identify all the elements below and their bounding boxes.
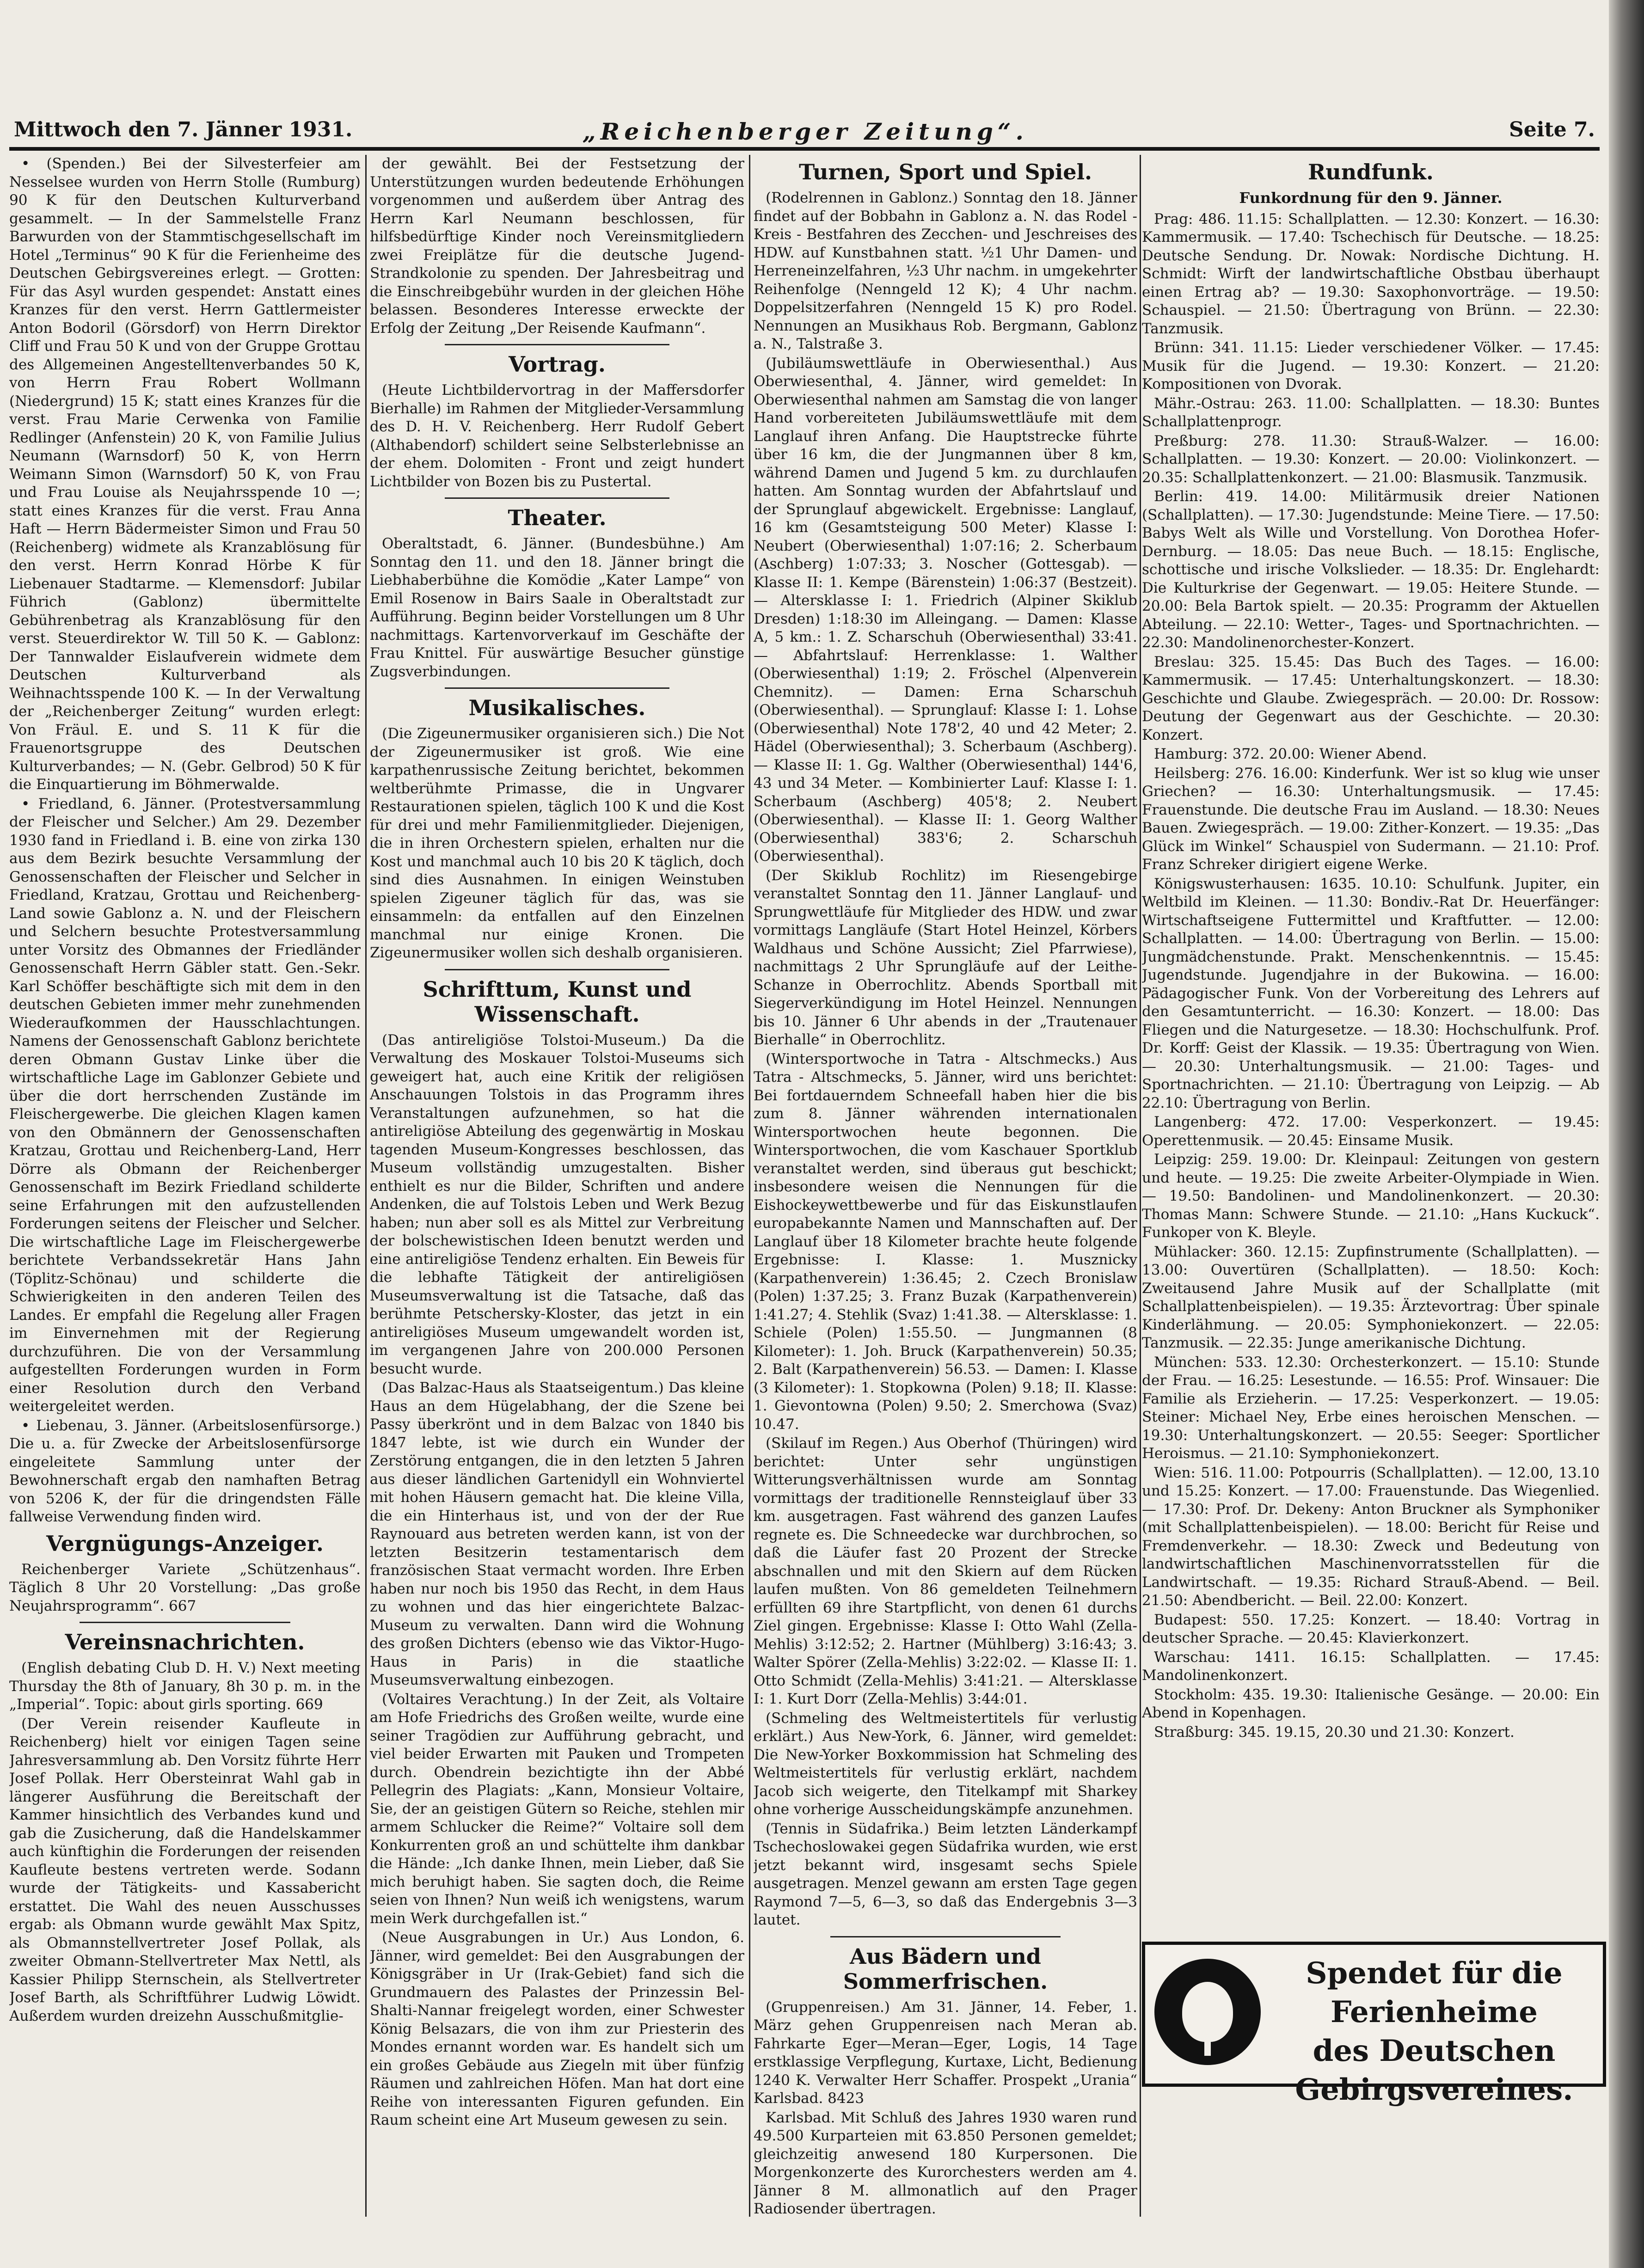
radio-muehlacker: Mühlacker: 360. 12.15: Zupfinstrumente (Schallplatten). — 13.00: Ouvertüren (Schallplatten). — 18.50: Koch: Zweitausend Jahre Musik auf der Schallplatte (mit Schallplattenbeispielen). — 19.35: Ärztevortrag: Über spinale Kinderlähmung. — 20.05: Symphoniekonzert. — 22.05: Tanzmusik. — 22.35: Junge amerikanische Dichtung. xyxy=(1142,1243,1600,1351)
radio-stockholm: Stockholm: 435. 19.30: Italienische Gesänge. — 20.00: Ein Abend in Kopenhagen. xyxy=(1142,1686,1600,1721)
article-tatra: (Wintersportwoche in Tatra - Altschmecks.) Aus Tatra - Altschmecks, 5. Jänner, wird uns berichtet: Bei fortdauerndem Schneefall haben hier die bis zum 8. Jänner währenden internationalen Wintersportwochen heute begonnen. Die Wintersportwochen, die vom Kaschauer Sportklub veranstaltet werden, sind überaus gut beschickt; insbesondere weisen die Nennungen für die Eishockeywettbewerbe und für das Eiskunstlaufen europabekannte Namen und Mannschaften auf. Der Langlauf über 18 Kilometer brachte heute folgende Ergebnisse: I. Klasse: 1. Musznicky (Karpathenverein) 1:36.45; 2. Czech Bronislaw (Polen) 1:37.25; 3. Franz Buzak (Karpathenverein) 1:41.27; 4. Stehlik (Svaz) 1:41.38. — Altersklasse: 1. Schiele (Polen) 1:55.50. — Jungmannen (8 Kilometer): 1. Joh. Bruck (Karpathenverein) 50.35; 2. Balt (Karpathenverein) 56.53. — Damen: I. Klasse (3 Kilometer): 1. Stopkowna (Polen) 9.18; II. Klasse: 1. Gievontowna (Polen) 9.50; 2. Smerchowa (Svaz) 10.47. xyxy=(754,1050,1137,1433)
article-schmeling: (Schmeling des Weltmeistertitels für verlustig erklärt.) Aus New-York, 6. Jänner, wird gemeldet: Die New-Yorker Boxkommission hat Schmeling des Weltmeistertitels für verlustig erklärt, nachdem Jacob sich weigerte, den Titelkampf mit Sharkey ohne vorherige Ausscheidungskämpfe anzunehmen. xyxy=(754,1710,1137,1818)
divider xyxy=(80,1622,290,1623)
scan-edge-shadow xyxy=(1609,0,1644,2268)
ad-line-2: Ferienheime xyxy=(1331,1995,1538,2029)
radio-heilsberg: Heilsberg: 276. 16.00: Kinderfunk. Wer ist so klug wie unser Griechen? — 16.30: Unterhaltungsmusik. — 17.45: Frauenstunde. Die deutsche Frau im Ausland. — 18.30: Neues Bauen. Zwiegespräch. — 19.00: Zither-Konzert. — 19.35: „Das Glück im Winkel“ Schauspiel von Sudermann. — 21.10: Prof. Franz Schreker dirigiert eigene Werke. xyxy=(1142,765,1600,873)
article-ausgrabungen-ur: (Neue Ausgrabungen in Ur.) Aus London, 6. Jänner, wird gemeldet: Bei den Ausgrabungen der Königsgräber in Ur (Irak-Gebiet) fand sich die Grundmauern des Palastes der Prinzessin Bel-Shalti-Nannar freigelegt worden, einer Schwester König Belsazars, die von ihm zur Priesterin des Mondes ernannt worden war. Es handelt sich um ein großes Gebäude aus Ziegeln mit über fünfzig Räumen und zahlreichen Höfen. Man hat dort eine Reihe von interessanten Figuren gefunden. Ein Raum scheint eine Art Museum gewesen zu sein. xyxy=(370,1929,744,2128)
column-divider xyxy=(365,155,367,2217)
article-variete: Reichenberger Variete „Schützenhaus“. Täglich 8 Uhr 20 Vorstellung: „Das große Neujahrsprogramm“. 667 xyxy=(9,1561,361,1614)
radio-budapest: Budapest: 550. 17.25: Konzert. — 18.40: Vortrag in deutscher Sprache. — 20.45: Klavierkonzert. xyxy=(1142,1611,1600,1646)
article-spenden: • (Spenden.) Bei der Silvesterfeier am Nesselsee wurden von Herrn Stolle (Rumburg) 90 K für den Deutschen Kulturverband gesammelt. — In der Sammelstelle Franz Barwurden von der Stammtischgesellschaft im Hotel „Terminus“ 90 K für die Ferienheime des Deutschen Gebirgsvereines erlegt. — Grotten: Für das Asyl wurden gespendet: Anstatt eines Kranzes für den verst. Herrn Gattlermeister Anton Bodoril (Görsdorf) von Herrn Direktor Cliff und Frau 50 K und von der Gruppe Grottau des Allgemeinen Angestelltenverbandes 50 K, von Herrn Frau Robert Wollmann (Niedergrund) 15 K; statt eines Kranzes für die verst. Frau Marie Cerwenka von Familie Redlinger (Anfenstein) 20 K, von Familie Julius Neumann (Warnsdorf) 50 K, von Herrn Weimann Simon (Warnsdorf) 50 K, von Frau und Frau Louise als Neujahrsspende 10 —; statt eines Kranzes für die verst. Frau Anna Haft — Herrn Bädermeister Simon und Frau 50 (Reichenberg) widmete als Kranzablösung für den verst. Herrn Konrad Hörbe K für Liebenauer Stadtarme. — Klemensdorf: Jubilar Führich (Gablonz) übermittelte Gebührenbetrag als Kranzablösung für den verst. Steuerdirektor W. Till 50 K. — Gablonz: Der Tannwalder Eislaufverein widmete dem Deutschen Kulturverband als Weihnachtsspende 100 K. — In der Verwaltung der „Reichenberger Zeitung“ wurden erlegt: Von Fräul. E. und S. 11 K für die Frauenortsgruppe des Deutschen Kulturverbandes; — N. (Gebr. Gelbrod) 50 K für die Einquartierung im Böhmerwalde. xyxy=(9,155,361,793)
radio-koenigswusterhausen: Königswusterhausen: 1635. 10.10: Schulfunk. Jupiter, ein Weltbild im Kleinen. — 11.30: Bondiv.-Rat Dr. Heuerfänger: Wirtschaftseigene Futtermittel und Kraftfutter. — 12.00: Schallplatten. — 14.00: Übertragung von Berlin. — 15.00: Jungmädchenstunde. Prakt. Menschenkenntnis. — 15.45: Jugendstunde. Jugendjahre in der Bukowina. — 16.00: Pädagogischer Funk. Von der Vorbereitung des Lehrers auf den Gesamtunterricht. — 16.30: Konzert. — 18.00: Das Fliegen und die Naturgesetze. — 18.30: Hochschulfunk. Prof. Dr. Korff: Geist der Klassik. — 19.35: Übertragung von Wien. — 20.30: Unterhaltungsmusik. — 21.00: Tages- und Sportnachrichten. — 21.10: Übertragung von Leipzig. — Ab 22.10: Übertragung von Berlin. xyxy=(1142,875,1600,1111)
header-page-number: Seite 7. xyxy=(1509,118,1595,141)
radio-breslau: Breslau: 325. 15.45: Das Buch des Tages. — 16.00: Kammermusik. — 17.45: Unterhaltungskonzert. — 18.30: Geschichte und Glaube. Zwiegespräch. — 20.00: Dr. Rossow: Deutung der Gegenwart aus der Geschichte. — 20.30: Konzert. xyxy=(1142,653,1600,743)
edelweiss-logo-icon xyxy=(1154,1959,1261,2065)
article-zigeunermusiker: (Die Zigeunermusiker organisieren sich.) Die Not der Zigeunermusiker ist groß. Wie eine karpathenrussische Zeitung berichtet, bekommen weltberühmte Primasse, die in Ungvarer Restaurationen spielen, täglich 100 K und die Kost für drei und mehr Familienmitglieder. Diejenigen, die in ihren Orchestern spielen, erhalten nur die Kost und manchmal auch 10 bis 20 K täglich, doch sind dies Ausnahmen. In einigen Weinstuben spielen Zigeuner täglich für das, was sie einsammeln: da entfallen auf den Einzelnen manchmal nur einige Kronen. Die Zigeunermusiker wollen sich deshalb organisieren. xyxy=(370,725,744,961)
radio-muenchen: München: 533. 12.30: Orchesterkonzert. — 15.10: Stunde der Frau. — 16.25: Lesestunde. — 16.55: Prof. Winsauer: Die Familie als Erzieherin. — 17.25: Vesperkonzert. — 19.05: Steiner: Michael Ney, Erbe eines heroischen Menschen. — 19.30: Unterhaltungskonzert. — 20.55: Seeger: Sportlicher Heroismus. — 21.10: Symphoniekonzert. xyxy=(1142,1354,1600,1462)
radio-leipzig: Leipzig: 259. 19.00: Dr. Kleinpaul: Zeitungen von gestern und heute. — 19.25: Die zweite Arbeiter-Olympiade in Wien. — 19.50: Bandolinen- und Mandolinenkonzert. — 20.30: Thomas Mann: Schwere Stunde. — 21.10: „Hans Kuckuck“. Funkoper von K. Bleyle. xyxy=(1142,1151,1600,1241)
divider xyxy=(445,969,669,970)
page-header xyxy=(14,118,1604,146)
section-heading-baeder: Aus Bädern und Sommerfrischen. xyxy=(843,1943,1048,1994)
divider xyxy=(445,344,669,345)
section-heading-vortrag: Vortrag. xyxy=(509,352,606,377)
article-gruppenreisen: (Gruppenreisen.) Am 31. Jänner, 14. Feber, 1. März gehen Gruppenreisen nach Meran ab. Fahrkarte Eger—Meran—Eger, Logis, 14 Tage erstklassige Verpflegung, Kurtaxe, Licht, Bedienung 1240 K. Verwalter Herr Schaffer. Prospekt „Urania“ Karlsbad. 8423 xyxy=(754,1998,1137,2107)
divider xyxy=(830,1936,1061,1937)
advertisement-box xyxy=(1142,1942,1606,2107)
column-2 xyxy=(370,155,744,2217)
header-date: Mittwoch den 7. Jänner 1931. xyxy=(14,118,353,141)
article-english-club: (English debating Club D. H. V.) Next meeting Thursday the 8th of January, 8h 30 p. m. in the „Imperial“. Topic: about girls sporting. 669 xyxy=(9,1660,361,1713)
article-lichtbildervortrag: (Heute Lichtbildervortrag in der Maffersdorfer Bierhalle) im Rahmen der Mitglieder-Versammlung des D. H. V. Reichenberg. Herr Rudolf Gebert (Althabendorf) schildert seine Selbsterlebnisse an der ehem. Dolomiten - Front und zeigt hundert Lichtbilder von Bozen bis zu Pustertal. xyxy=(370,382,744,490)
section-heading-theater: Theater. xyxy=(508,505,607,530)
advertisement-text xyxy=(1275,1954,1594,2109)
article-continuation: der gewählt. Bei der Festsetzung der Unterstützungen wurden bedeutende Erhöhungen vorgenommen und außerdem über Antrag des Herrn Karl Neumann beschlossen, für hilfsbedürftige Kinder noch Vereinsmitgliedern zwei Freiplätze für die deutsche Jugend-Strandkolonie zu spenden. Der Jahresbeitrag und die Einschreibgebühr wurden in der gleichen Höhe belassen. Besonderes Interesse erweckte der Erfolg der Zeitung „Der Reisende Kaufmann“. xyxy=(370,155,744,337)
article-voltaire: (Voltaires Verachtung.) In der Zeit, als Voltaire am Hofe Friedrichs des Großen weilte, wurde eine seiner Tragödien zur Aufführung gebracht, und viel beider Erwarten mit Pauken und Trompeten durch. Obendrein bezichtigte ihn der Abbé Pellegrin des Plagiats: „Kann, Monsieur Voltaire, Sie, der an geistigen Gütern so Reiche, stehlen mir armem Schlucker die Reime?“ Voltaire soll dem Konkurrenten groß an und schüttelte ihm dankbar die Hände: „Ich danke Ihnen, mein Lieber, daß Sie mich beruhigt haben. Sie sagten doch, die Reime seien von Ihnen? Nun weiß ich wenigstens, warum mein Werk durchgefallen ist.“ xyxy=(370,1691,744,1927)
radio-prag: Prag: 486. 11.15: Schallplatten. — 12.30: Konzert. — 16.30: Kammermusik. — 17.40: Tschechisch für Deutsche. — 18.25: Deutsche Sendung. Dr. Nowak: Nordische Dichtung. H. Schmidt: Wirft der landwirtschaftliche Obstbau überhaupt einen Ertrag ab? — 19.30: Saxophonvorträge. — 19.50: Schauspiel. — 21.50: Übertragung von Brünn. — 22.30: Tanzmusik. xyxy=(1142,210,1600,337)
column-divider xyxy=(1140,155,1141,2217)
article-oberaltstadt: Oberaltstadt, 6. Jänner. (Bundesbühne.) Am Sonntag den 11. und den 18. Jänner bringt die Liebhaberbühne die Komödie „Kater Lampe“ von Emil Rosenow in Bairs Saale in Oberaltstadt zur Aufführung. Beginn beider Vorstellungen um 8 Uhr nachmittags. Kartenvorverkauf im Geschäfte der Frau Knittel. Für auswärtige Besucher günstige Zugsverbindungen. xyxy=(370,535,744,680)
header-rule xyxy=(9,147,1600,151)
article-friedland: • Friedland, 6. Jänner. (Protestversammlung der Fleischer und Selcher.) Am 29. Dezember 1930 fand in Friedland i. B. eine von zirka 130 aus dem Bezirk besuchte Versammlung der Genossenschaften der Fleischer und Selcher in Friedland, Kratzau, Grottau und Reichenberg-Land sowie Gablonz a. N. und der Fleischern und Selchern besuchte Protestversammlung unter Vorsitz des Obmannes der Friedländer Genossenschaft Herrn Gäbler statt. Gen.-Sekr. Karl Schöffer beschäftigte sich mit dem in den deutschen Gebieten immer mehr zunehmenden Wiederaufkommen der Hausschlachtungen. Namens der Genossenschaft Gablonz berichtete deren Obmann Gustav Linke über die wirtschaftliche Lage im Gablonzer Gebiete und über die dort herrschenden Zustände im Fleischergewerbe. Die gleichen Klagen kamen von den Obmännern der Genossenschaften Kratzau, Grottau und Reichenberg-Land, Herr Dörre als Obmann der Reichenberger Genossenschaft im Bezirk Friedland schilderte seine Erfahrungen mit den aufzustellenden Forderungen seitens der Fleischer und Selcher. Die wirtschaftliche Lage im Fleischergewerbe berichtete Verbandssekretär Hans Jahn (Töplitz-Schönau) und schilderte die Schwierigkeiten in den anderen Teilen des Landes. Er empfahl die Regelung aller Fragen im Einvernehmen mit der Regierung durchzuführen. Die von der Versammlung aufgestellten Forderungen wurden in Form einer Resolution durch den Verband weitergeleitet werden. xyxy=(9,795,361,1415)
article-oberhof: (Skilauf im Regen.) Aus Oberhof (Thüringen) wird berichtet: Unter sehr ungünstigen Witterungsverhältnissen wurde am Sonntag vormittags der traditionelle Rennsteiglauf über 33 km. ausgetragen. Fast während des ganzen Laufes regnete es. Die Schneedecke war durchbrochen, so daß die Läufer fast 20 Prozent der Strecke abschnallen und mit den Skiern auf dem Rücken laufen mußten. Von 86 gemeldeten Teilnehmern erfüllten 69 ihre Startpflicht, von denen 61 durchs Ziel gingen. Ergebnisse: Klasse I: Otto Wahl (Zella-Mehlis) 3:12:52; 2. Hartner (Mühlberg) 3:16:43; 3. Walter Spörer (Zella-Mehlis) 3:22:02. — Klasse II: 1. Otto Schmidt (Zella-Mehlis) 3:41:21. — Altersklasse I: 1. Kurt Dorr (Zella-Mehlis) 3:44:01. xyxy=(754,1435,1137,1707)
header-paper-title: „Reichenberger Zeitung“. xyxy=(583,118,1028,145)
article-karlsbad: Karlsbad. Mit Schluß des Jahres 1930 waren rund 49.500 Kurparteien mit 63.850 Personen gemeldet; gleichzeitig anwesend 180 Kurpersonen. Die Morgenkonzerte des Kurorchesters werden am 4. Jänner 8 M. allmonatlich auf den Prager Radiosender übertragen. xyxy=(754,2109,1137,2217)
article-balzac-haus: (Das Balzac-Haus als Staatseigentum.) Das kleine Haus an dem Hügelabhang, der die Szene bei Passy überkrönt und in dem Balzac von 1840 bis 1847 lebte, ist wie durch ein Wunder der Zerstörung entgangen, die in den letzten 5 Jahren aus dieser ländlichen Gartenidyll ein Wohnviertel mit hohen Häusern gemacht hat. Die kleine Villa, die ein Hinterhaus ist, und von der der Rue Raynouard aus betreten werden kann, ist von der letzten Besitzerin testamentarisch dem französischen Staat vermacht worden. Ihre Erben haben nur noch bis 1950 das Recht, in dem Haus zu wohnen und das hier eingerichtete Balzac-Museum zu verwalten. Dann wird die Wohnung des großen Dichters (ebenso wie das Viktor-Hugo-Haus in Paris) in die staatliche Museumsverwaltung einbezogen. xyxy=(370,1379,744,1688)
article-liebenau: • Liebenau, 3. Jänner. (Arbeitslosenfürsorge.) Die u. a. für Zwecke der Arbeitslosenfürsorge eingeleitete Sammlung unter der Bewohnerschaft ergab den namhaften Betrag von 5206 K, der für die dringendsten Fälle fallweise Verwendung finden wird. xyxy=(9,1417,361,1525)
section-heading-musikalisches: Musikalisches. xyxy=(468,695,646,720)
ad-line-3: des Deutschen xyxy=(1313,2034,1556,2068)
column-3 xyxy=(754,155,1137,2217)
section-heading-vergnuegungs: Vergnügungs-Anzeiger. xyxy=(46,1531,324,1556)
ad-line-4: Gebirgsvereines. xyxy=(1295,2072,1573,2107)
divider xyxy=(445,497,669,499)
radio-wien: Wien: 516. 11.00: Potpourris (Schallplatten). — 12.00, 13.10 und 15.25: Konzert. — 17.00: Frauenstunde. Das Wiegenlied. — 17.30: Prof. Dr. Dekeny: Anton Bruckner als Symphoniker (mit Schallplattenbeispielen). — 18.00: Bericht für Reise und Fremdenverkehr. — 18.30: Zweck und Bedeutung von landwirtschaftlichen Maschinenvorratsstellen für die Landwirtschaft. — 19.35: Richard Strauß-Abend. — Beil. 21.50: Abendbericht. — Beil. 22.00: Konzert. xyxy=(1142,1464,1600,1609)
divider xyxy=(445,687,669,689)
article-oberwiesenthal: (Jubiläumswettläufe in Oberwiesenthal.) Aus Oberwiesenthal, 4. Jänner, wird gemeldet: In Oberwiesenthal nahmen am Samstag die von langer Hand vorbereiteten Jubiläumswettläufe mit dem Langlauf ihren Anfang. Die Hauptstrecke führte über 16 km, die der Jungmannen über 8 km, während Damen und Jugend 5 km. zu durchlaufen hatten. Am Sonntag wurden der Abfahrtslauf und der Sprunglauf abgewickelt. Ergebnisse: Langlauf, 16 km (Gesamtsteigung 500 Meter) Klasse I: Neubert (Oberwiesenthal) 1:07:16; 2. Scherbaum (Aschberg) 1:07:33; 3. Noscher (Gottesgab). — Klasse II: 1. Kempe (Bärenstein) 1:06:37 (Bestzeit). — Altersklasse I: 1. Friedrich (Alpiner Skiklub Dresden) 1:18:30 im Alleingang. — Damen: Klasse A, 5 km.: 1. Z. Scharschuh (Oberwiesenthal) 33:41. — Abfahrtslauf: Herrenklasse: 1. Walther (Oberwiesenthal) 1:19; 2. Fröschel (Alpenverein Chemnitz). — Damen: Erna Scharschuh (Oberwiesenthal). — Sprunglauf: Klasse I: 1. Lohse (Oberwiesenthal) Note 178'2, 40 und 42 Meter; 2. Hädel (Oberwiesenthal); 3. Scherbaum (Aschberg). — Klasse II: 1. Gg. Walther (Oberwiesenthal) 144'6, 43 und 34 Meter. — Kombinierter Lauf: Klasse I: 1. Scherbaum (Aschberg) 405'8; 2. Neubert (Oberwiesenthal). — Klasse II: 1. Georg Walther (Oberwiesenthal) 383'6; 2. Scharschuh (Oberwiesenthal). xyxy=(754,355,1137,864)
article-tennis: (Tennis in Südafrika.) Beim letzten Länderkampf Tschechoslowakei gegen Südafrika wurden, wie erst jetzt bekannt wird, insgesamt sechs Spiele ausgetragen. Menzel gewann am ersten Tage gegen Raymond 7—5, 6—3, so daß das Endergebnis 3—3 lautet. xyxy=(754,1820,1137,1928)
section-heading-vereinsnachrichten: Vereinsnachrichten. xyxy=(65,1630,305,1655)
column-1 xyxy=(9,155,361,2217)
radio-pressburg: Preßburg: 278. 11.30: Strauß-Walzer. — 16.00: Schallplatten. — 19.30: Konzert. — 20.00: Violinkonzert. — 20.35: Schallplattenkonzert. — 21.00: Blasmusik. Tanzmusik. xyxy=(1142,432,1600,486)
subheading-funkordnung: Funkordnung für den 9. Jänner. xyxy=(1239,189,1503,207)
radio-warschau: Warschau: 1411. 16.15: Schallplatten. — 17.45: Mandolinenkonzert. xyxy=(1142,1649,1600,1684)
article-tolstoi-museum: (Das antireligiöse Tolstoi-Museum.) Da die Verwaltung des Moskauer Tolstoi-Museums sich geweigert hat, auch eine Kritik der religiösen Anschauungen Tolstois in das Programm ihres Veranstaltungen aufzunehmen, so hat die antireligiöse Abteilung des gegenwärtig in Moskau tagenden Museum-Kongresses beschlossen, das Museum vollständig umzugestalten. Bisher enthielt es nur die Bilder, Schriften und andere Andenken, die auf Tolstois Leben und Werk Bezug haben; nun aber soll es als Mittel zur Verbreitung der bolschewistischen Ideen benutzt werden und eine antireligiöse Tendenz erhalten. Ein Beweis für die lebhafte Tätigkeit der antireligiösen Museumsverwaltung ist die Tatsache, daß das berühmte Petschersky-Kloster, das jetzt in ein antireligiöses Museum umgewandelt worden ist, im vergangenen Jahre von 200.000 Personen besucht wurde. xyxy=(370,1031,744,1377)
section-heading-rundfunk: Rundfunk. xyxy=(1308,159,1434,184)
radio-hamburg: Hamburg: 372. 20.00: Wiener Abend. xyxy=(1154,746,1427,762)
ad-line-1: Spendet für die xyxy=(1306,1956,1563,1991)
radio-strassburg: Straßburg: 345. 19.15, 20.30 und 21.30: Konzert. xyxy=(1154,1723,1515,1741)
radio-ostrau: Mähr.-Ostrau: 263. 11.00: Schallplatten. — 18.30: Buntes Schallplattenprogr. xyxy=(1142,395,1600,430)
section-heading-sport: Turnen, Sport und Spiel. xyxy=(798,159,1092,184)
radio-langenberg: Langenberg: 472. 17.00: Vesperkonzert. — 19.45: Operettenmusik. — 20.45: Einsame Musik. xyxy=(1142,1114,1600,1149)
radio-berlin: Berlin: 419. 14.00: Militärmusik dreier Nationen (Schallplatten). — 17.30: Jugendstunde: Meine Tiere. — 17.50: Babys Welt als Wille und Vorstellung. Von Dorothea Hofer-Dernburg. — 18.05: Das neue Buch. — 18.15: Englische, schottische und irische Volkslieder. — 18.35: Dr. Englehardt: Die Kulturkrise der Gegenwart. — 19.05: Heitere Stunde. — 20.00: Bela Bartok spielt. — 20.35: Programm der Aktuellen Abteilung. — 22.10: Wetter-, Tages- und Sportnachrichten. — 22.30: Mandolinenorchester-Konzert. xyxy=(1142,488,1600,651)
section-heading-schrifttum: Schrifttum, Kunst und Wissenschaft. xyxy=(423,976,692,1027)
column-divider xyxy=(749,155,750,2217)
column-4 xyxy=(1142,155,1600,1935)
article-verein-kaufleute: (Der Verein reisender Kaufleute in Reichenberg) hielt vor einigen Tagen seine Jahresversammlung ab. Den Vorsitz führte Herr Josef Pollak. Herr Obersteinrat Wahl gab in längerer Ausführung die Bereitschaft der Kammer hinsichtlich des Verbandes kund und gab die Zusicherung, daß die Handelskammer auch künftighin die Forderungen der reisenden Kaufleute bestens vertreten werde. Sodann wurde der Tätigkeits- und Kassabericht erstattet. Die Wahl des neuen Ausschusses ergab: als Obmann wurde gewählt Max Spitz, als Obmannstellvertreter Josef Pollak, als zweiter Obmann-Stellvertreter Max Nettl, als Kassier Philipp Sternschein, als Stellvertreter Josef Barth, als Schriftführer Ludwig Löwidt. Außerdem wurden dreizehn Ausschußmitglie- xyxy=(9,1715,361,2024)
radio-bruenn: Brünn: 341. 11.15: Lieder verschiedener Völker. — 17.45: Musik für die Jugend. — 19.30: Konzert. — 21.20: Kompositionen von Dvorak. xyxy=(1142,339,1600,392)
article-skiklub-rochlitz: (Der Skiklub Rochlitz) im Riesengebirge veranstaltet Sonntag den 11. Jänner Langlauf- und Sprungwettläufe für Mitglieder des HDW. und zwar vormittags Langläufe (Start Hotel Heinzel, Körbers Waldhaus und Schöne Aussicht; Ziel Pfarrwiese), nachmittags 2 Uhr Sprungläufe auf der Leithe-Schanze in Oberrochlitz. Abends Sportball mit Siegerverkündigung im Hotel Heinzel. Nennungen bis 10. Jänner 6 Uhr abends in der „Trautenauer Bierhalle“ in Oberrochlitz. xyxy=(754,867,1137,1048)
article-rodelrennen: (Rodelrennen in Gablonz.) Sonntag den 18. Jänner findet auf der Bobbahn in Gablonz a. N. das Rodel - Kreis - Bestfahren des Zecchen- und Jeschreises des HDW. auf Kunstbahnen statt. ½1 Uhr Damen- und Herreneinzelfahren, ½3 Uhr nachm. in umgekehrter Reihenfolge (Nenngeld 12 K); 4 Uhr nachm. Doppelsitzerfahren (Nenngeld 15 K) pro Rodel. Nennungen an Musikhaus Rob. Bergmann, Gablonz a. N., Talstraße 3. xyxy=(754,190,1137,352)
